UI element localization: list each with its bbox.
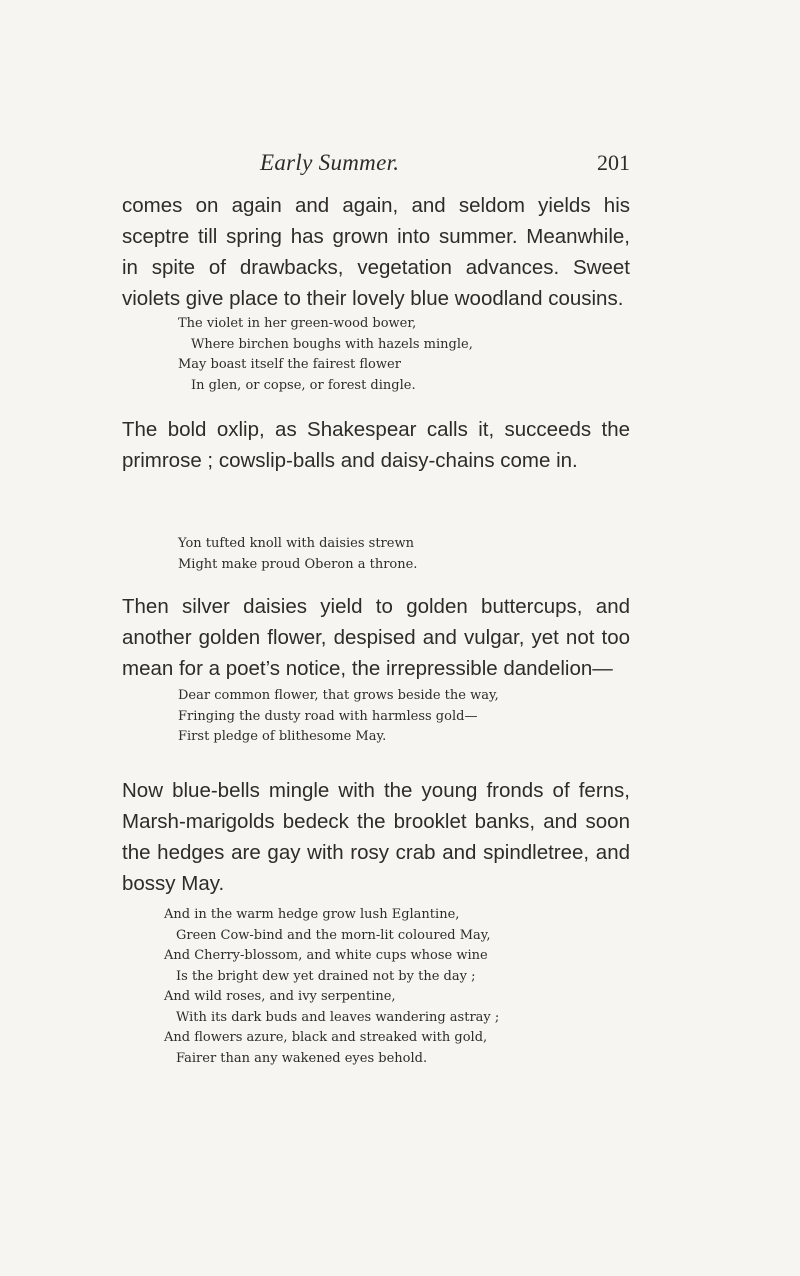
paragraph-violets: comes on again and again, and seldom yields his sceptre till spring has grown into summer. Meanwhile, in spite of drawbacks, vegetation advances. Sweet violets give place to their lovely blue woodland cousins.	[122, 194, 630, 310]
verse-line: And Cherry-blossom, and white cups whose wine	[164, 948, 488, 963]
verse-line: Is the bright dew yet drained not by the day ;	[176, 968, 476, 984]
paragraph-bluebells: Now blue-bells mingle with the young fronds of ferns, Marsh-marigolds bedeck the brooklet banks, and soon the hedges are gay with rosy crab and spindletree, and bossy May.	[122, 779, 630, 895]
verse-line: Fairer than any wakened eyes behold.	[176, 1050, 428, 1066]
page-number: 201	[597, 150, 630, 175]
verse-line: Dear common flower, that grows beside the way,	[178, 688, 499, 703]
verse-line: Where birchen boughs with hazels mingle,	[191, 336, 473, 352]
verse-line: Green Cow-bind and the morn-lit coloured May,	[176, 927, 491, 943]
paragraph-oxlip: The bold oxlip, as Shakespear calls it, succeeds the primrose ; cowslip-balls and daisy-chains come in.	[122, 418, 630, 472]
verse-line: First pledge of blithesome May.	[178, 729, 387, 744]
running-title: Early Summer.	[260, 150, 400, 175]
verse-line: Yon tufted knoll with daisies strewn	[178, 536, 414, 551]
paragraph-daisies: Then silver daisies yield to golden buttercups, and another golden flower, despised and vulgar, yet not too mean for a poet’s notice, the irrepressible dandelion—	[122, 595, 630, 680]
verse-violet	[178, 314, 473, 396]
verse-line: The violet in her green-wood bower,	[178, 316, 417, 331]
verse-eglantine	[164, 905, 499, 1069]
running-head	[120, 150, 630, 180]
verse-line: With its dark buds and leaves wandering astray ;	[176, 1009, 500, 1025]
verse-line: And wild roses, and ivy serpentine,	[164, 989, 396, 1004]
verse-dandelion	[178, 686, 499, 748]
verse-line: May boast itself the fairest flower	[178, 357, 401, 372]
verse-line: Fringing the dusty road with harmless gold—	[178, 708, 478, 724]
verse-line: In glen, or copse, or forest dingle.	[191, 377, 416, 393]
verse-line: Might make proud Oberon a throne.	[178, 556, 418, 572]
verse-line: And in the warm hedge grow lush Eglantine,	[164, 907, 460, 922]
verse-knoll	[178, 534, 417, 575]
verse-line: And flowers azure, black and streaked with gold,	[164, 1030, 488, 1045]
